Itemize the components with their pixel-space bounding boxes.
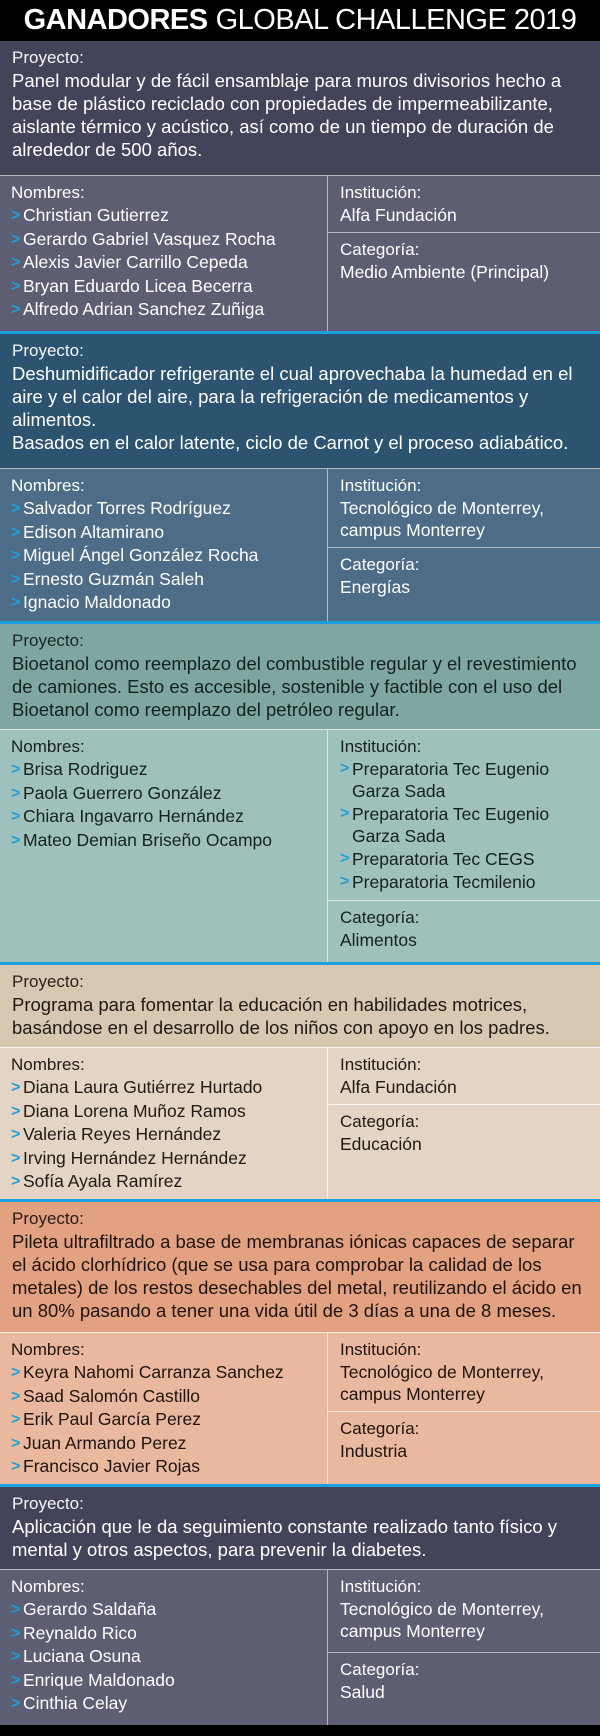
project-description [0, 41, 600, 175]
name-text: Luciana Osuna [23, 1646, 141, 1666]
names-list [11, 758, 327, 852]
info-column [328, 1333, 600, 1484]
institution-label: Institución: [340, 1055, 422, 1074]
name-text: Valeria Reyes Hernández [23, 1124, 222, 1144]
category-value: Salud [340, 1682, 385, 1702]
list-item [11, 228, 327, 252]
name-text: Brisa Rodriguez [23, 759, 148, 779]
name-text: Cinthia Celay [23, 1693, 128, 1713]
category-cell [328, 1652, 600, 1703]
category-value: Alimentos [340, 930, 417, 950]
names-list [11, 204, 327, 322]
list-item [11, 782, 327, 806]
list-item [11, 1669, 327, 1693]
project-details [0, 175, 600, 331]
chevron-right-icon: > [340, 850, 350, 867]
chevron-right-icon: > [11, 1387, 21, 1405]
name-text: Reynaldo Rico [23, 1622, 137, 1643]
institution-value: Tecnológico de Monterrey, campus Monterrey [340, 1362, 544, 1404]
chevron-right-icon: > [11, 301, 21, 318]
category-value: Industria [340, 1441, 408, 1461]
category-cell [328, 547, 600, 598]
info-column [328, 176, 600, 331]
institution-value: Tecnológico de Monterrey, campus Monterrey [340, 1599, 544, 1641]
institution-label: Institución: [340, 1340, 422, 1359]
institution-label: Institución: [340, 737, 422, 756]
project-label: Proyecto: [12, 631, 84, 650]
chevron-right-icon: > [11, 523, 21, 541]
category-cell [328, 900, 600, 951]
info-column [328, 1048, 600, 1199]
name-text: Gerardo Saldaña [23, 1599, 157, 1619]
chevron-right-icon: > [11, 1364, 21, 1381]
project-block-5 [0, 1199, 600, 1484]
names-list [11, 1361, 327, 1479]
project-details [0, 468, 600, 621]
institution-label: Institución: [340, 1577, 422, 1596]
chevron-right-icon: > [340, 805, 350, 822]
institution-text: Preparatoria Tecmilenio [352, 872, 536, 892]
chevron-right-icon: > [11, 1102, 21, 1120]
category-label: Categoría: [340, 555, 420, 574]
project-text-line: Pileta ultrafiltrado a base de membranas iónicas capaces de separar el ácido clorhídrico (que se usa para comprobar la calidad de los metales) de los restos desechables del metal, reutilizando el ácido en un 80% pasando a tener una vida útil de 3 días a una de 8 meses. [12, 1231, 582, 1321]
name-text: Juan Armando Perez [23, 1432, 187, 1453]
chevron-right-icon: > [11, 500, 21, 517]
category-cell [328, 232, 600, 283]
list-item [11, 829, 327, 853]
category-label: Categoría: [340, 1112, 420, 1131]
list-item [340, 871, 592, 893]
chevron-right-icon: > [11, 1434, 21, 1452]
name-text: Mateo Demian Briseño Ocampo [23, 829, 272, 850]
project-text-line: Programa para fomentar la educación en habilidades motrices, basándose en el desarrollo de los niños con apoyo en los padres. [12, 994, 550, 1038]
list-item [11, 1432, 327, 1456]
page-title [0, 0, 600, 41]
institution-text: Preparatoria Tec Eugenio Garza Sada [352, 804, 550, 846]
project-list [0, 41, 600, 1725]
institution-cell [328, 469, 600, 547]
name-text: Ernesto Guzmán Saleh [23, 568, 204, 589]
name-text: Bryan Eduardo Licea Becerra [23, 275, 253, 296]
info-column [328, 1570, 600, 1725]
names-list [11, 497, 327, 615]
project-description [0, 965, 600, 1047]
names-label: Nombres: [11, 1577, 85, 1596]
institution-cell [328, 1333, 600, 1411]
list-item [11, 758, 327, 782]
category-cell [328, 1104, 600, 1155]
name-text: Keyra Nahomi Carranza Sanchez [23, 1362, 284, 1382]
institution-text: Preparatoria Tec Eugenio Garza Sada [352, 759, 550, 801]
chevron-right-icon: > [11, 831, 21, 849]
chevron-right-icon: > [340, 873, 350, 890]
chevron-right-icon: > [11, 1601, 21, 1618]
list-item [11, 1408, 327, 1432]
project-details [0, 1047, 600, 1199]
name-text: Chiara Ingavarro Hernández [23, 806, 244, 826]
chevron-right-icon: > [11, 207, 21, 224]
project-label: Proyecto: [12, 341, 84, 360]
chevron-right-icon: > [11, 277, 21, 295]
category-label: Categoría: [340, 1419, 420, 1438]
institution-text: Preparatoria Tec CEGS [352, 849, 535, 869]
institution-cell [328, 730, 600, 900]
list-item [11, 568, 327, 592]
chevron-right-icon: > [11, 594, 21, 611]
project-text-line: Panel modular y de fácil ensamblaje para muros divisorios hecho a base de plástico reciclado con propiedades de impermeabilizante, aislante térmico y acústico, así como de un tiempo de duración de alrededor de 500 años. [12, 70, 562, 160]
chevron-right-icon: > [11, 1411, 21, 1428]
list-item [340, 848, 592, 870]
list-item [11, 497, 327, 521]
names-column [0, 1333, 328, 1484]
category-value: Medio Ambiente (Principal) [340, 262, 550, 282]
project-block-3 [0, 621, 600, 962]
chevron-right-icon: > [11, 808, 21, 825]
project-label: Proyecto: [12, 972, 84, 991]
names-label: Nombres: [11, 1055, 85, 1074]
institution-value: Tecnológico de Monterrey, campus Monterrey [340, 498, 544, 540]
project-text [12, 652, 588, 721]
chevron-right-icon: > [11, 230, 21, 248]
chevron-right-icon: > [11, 1173, 21, 1190]
list-item [11, 591, 327, 615]
list-item [11, 1076, 327, 1100]
list-item [11, 805, 327, 829]
chevron-right-icon: > [11, 1695, 21, 1712]
names-column [0, 1570, 328, 1725]
name-text: Salvador Torres Rodríguez [23, 498, 231, 518]
chevron-right-icon: > [11, 254, 21, 271]
list-item [11, 1645, 327, 1669]
chevron-right-icon: > [11, 547, 21, 564]
names-label: Nombres: [11, 1340, 85, 1359]
name-text: Alexis Javier Carrillo Cepeda [23, 252, 248, 272]
names-list [11, 1598, 327, 1716]
institution-value: Alfa Fundación [340, 205, 457, 225]
list-item [11, 1385, 327, 1409]
list-item [11, 1692, 327, 1716]
info-column [328, 469, 600, 621]
name-text: Irving Hernández Hernández [23, 1147, 247, 1168]
names-column [0, 730, 328, 962]
project-description [0, 1202, 600, 1332]
info-column [328, 730, 600, 962]
names-label: Nombres: [11, 737, 85, 756]
category-cell [328, 1411, 600, 1462]
institution-list [340, 758, 592, 893]
list-item [11, 544, 327, 568]
project-text-line: Deshumidificador refrigerante el cual aprovechaba la humedad en el aire y el calor del aire, para la refrigeración de medicamentos y alimentos. [12, 363, 573, 430]
project-block-6 [0, 1484, 600, 1725]
project-block-1 [0, 41, 600, 331]
names-label: Nombres: [11, 183, 85, 202]
name-text: Alfredo Adrian Sanchez Zuñiga [23, 299, 265, 319]
chevron-right-icon: > [11, 1624, 21, 1642]
category-value: Educación [340, 1134, 422, 1154]
chevron-right-icon: > [11, 1079, 21, 1096]
list-item [11, 1598, 327, 1622]
chevron-right-icon: > [340, 760, 350, 777]
list-item [11, 251, 327, 275]
list-item [11, 1361, 327, 1385]
names-column [0, 469, 328, 621]
name-text: Ignacio Maldonado [23, 592, 171, 612]
list-item [340, 803, 592, 847]
project-block-4 [0, 962, 600, 1199]
name-text: Erik Paul García Perez [23, 1409, 201, 1429]
project-text-line: Aplicación que le da seguimiento constante realizado tanto físico y mental y otros aspectos, para prevenir la diabetes. [12, 1516, 558, 1560]
chevron-right-icon: > [11, 1648, 21, 1665]
name-text: Diana Lorena Muñoz Ramos [23, 1100, 246, 1121]
chevron-right-icon: > [11, 1149, 21, 1167]
chevron-right-icon: > [11, 1458, 21, 1475]
category-label: Categoría: [340, 240, 420, 259]
name-text: Sofía Ayala Ramírez [23, 1171, 183, 1191]
name-text: Edison Altamirano [23, 521, 165, 542]
project-label: Proyecto: [12, 1209, 84, 1228]
project-details [0, 729, 600, 962]
project-text [12, 1515, 588, 1561]
list-item [11, 521, 327, 545]
project-text [12, 69, 588, 161]
project-description [0, 334, 600, 468]
chevron-right-icon: > [11, 761, 21, 778]
list-item [11, 275, 327, 299]
name-text: Gerardo Gabriel Vasquez Rocha [23, 228, 276, 249]
category-label: Categoría: [340, 908, 420, 927]
names-label: Nombres: [11, 476, 85, 495]
names-column [0, 176, 328, 331]
name-text: Diana Laura Gutiérrez Hurtado [23, 1077, 263, 1097]
name-text: Enrique Maldonado [23, 1669, 175, 1690]
list-item [11, 204, 327, 228]
list-item [11, 1455, 327, 1479]
chevron-right-icon: > [11, 1126, 21, 1143]
category-label: Categoría: [340, 1660, 420, 1679]
project-block-2 [0, 331, 600, 621]
list-item [11, 1147, 327, 1171]
chevron-right-icon: > [11, 1671, 21, 1689]
project-label: Proyecto: [12, 1494, 84, 1513]
name-text: Francisco Javier Rojas [23, 1456, 200, 1476]
project-text [12, 1230, 588, 1322]
project-label: Proyecto: [12, 48, 84, 67]
institution-cell [328, 1048, 600, 1104]
project-details [0, 1332, 600, 1484]
title-rest: GLOBAL CHALLENGE 2019 [215, 4, 577, 36]
institution-cell [328, 1570, 600, 1652]
project-details [0, 1569, 600, 1725]
institution-label: Institución: [340, 183, 422, 202]
list-item [11, 1100, 327, 1124]
title-bold: GANADORES [23, 4, 208, 36]
chevron-right-icon: > [11, 570, 21, 588]
project-description [0, 1487, 600, 1569]
project-text-line: Bioetanol como reemplazo del combustible regular y el revestimiento de camiones. Esto es accesible, sostenible y factible con el uso del Bioetanol como reemplazo del petróleo regular. [12, 653, 577, 720]
name-text: Saad Salomón Castillo [23, 1385, 201, 1406]
category-value: Energías [340, 577, 411, 597]
list-item [11, 298, 327, 322]
name-text: Christian Gutierrez [23, 205, 169, 225]
institution-label: Institución: [340, 476, 422, 495]
project-description [0, 624, 600, 729]
list-item [11, 1622, 327, 1646]
list-item [11, 1170, 327, 1194]
project-text [12, 993, 588, 1039]
institution-value: Alfa Fundación [340, 1077, 457, 1097]
names-list [11, 1076, 327, 1194]
names-column [0, 1048, 328, 1199]
project-text [12, 362, 588, 454]
chevron-right-icon: > [11, 784, 21, 802]
name-text: Paola Guerrero González [23, 782, 222, 803]
name-text: Miguel Ángel González Rocha [23, 545, 259, 565]
project-text-line: Basados en el calor latente, ciclo de Carnot y el proceso adiabático. [12, 432, 569, 453]
list-item [340, 758, 592, 802]
institution-cell [328, 176, 600, 232]
list-item [11, 1123, 327, 1147]
